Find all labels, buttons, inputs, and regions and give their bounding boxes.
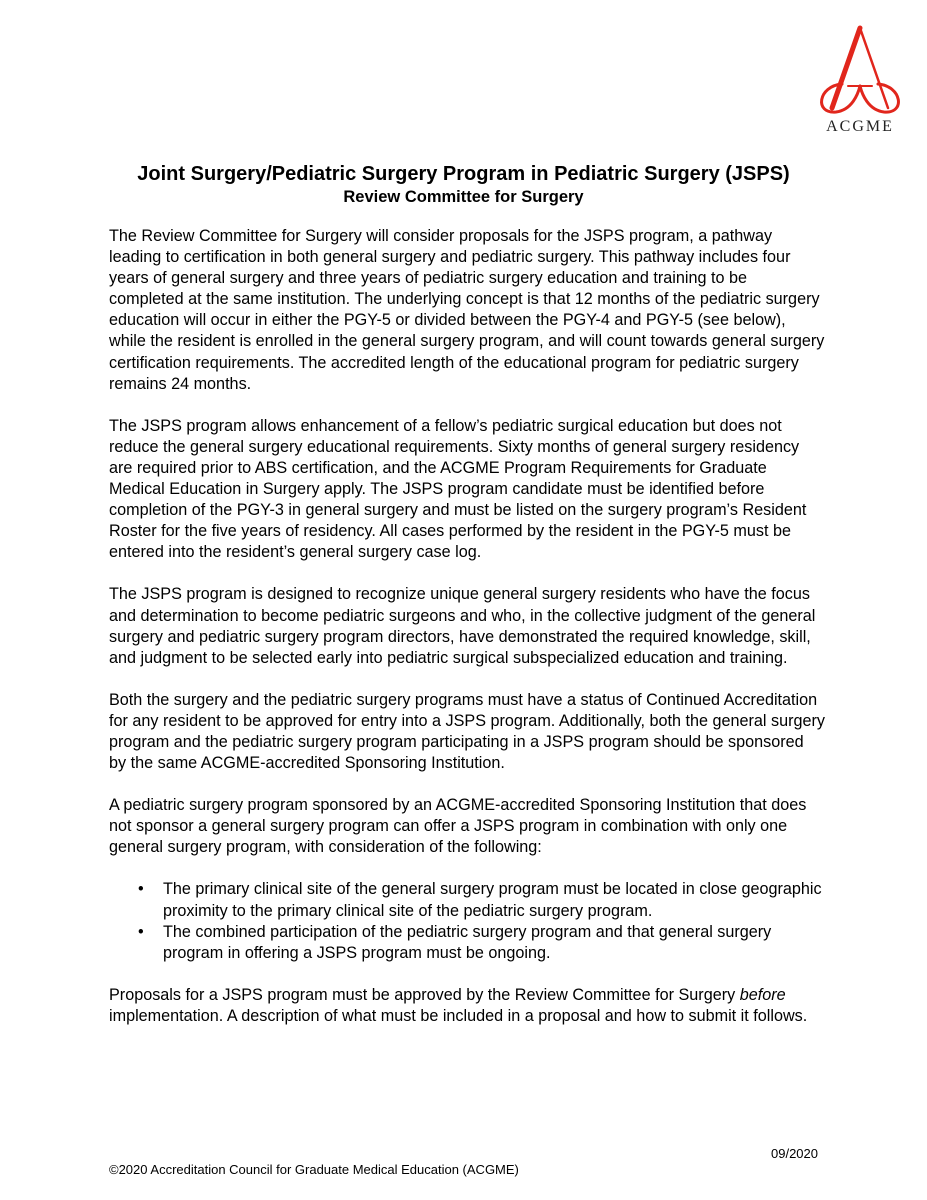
list-item (109, 879, 825, 921)
paragraph-closing (109, 985, 825, 1027)
closing-text-end: implementation. A description of what must be included in a proposal and how to submit it follows. (109, 1006, 808, 1025)
copyright-notice: ©2020 Accreditation Council for Graduate Medical Education (ACGME) (109, 1162, 519, 1177)
bullet-icon: • (138, 922, 144, 941)
bullet-icon: • (138, 880, 144, 899)
logo-text: ACGME (826, 118, 894, 135)
list-item-text: The combined participation of the pediatric surgery program and that general surgery program in offering a JSPS program must be ongoing. (163, 922, 772, 962)
consideration-list (109, 879, 825, 963)
paragraph-intro: The Review Committee for Surgery will consider proposals for the JSPS program, a pathway leading to certification in both general surgery and pediatric surgery. This pathway includes four years of general surgery and three years of pediatric surgery education and training to be completed at the same institution. The underlying concept is that 12 months of the pediatric surgery education will occur in either the PGY-5 or divided between the PGY-4 and PGY-5 (see below), while the resident is enrolled in the general surgery program, and will count towards general surgery certification requirements. The accredited length of the educational program for pediatric surgery remains 24 months. (109, 227, 825, 393)
paragraph-sponsorship: A pediatric surgery program sponsored by an ACGME-accredited Sponsoring Institution that does not sponsor a general surgery program can offer a JSPS program in combination with only one general surgery program, with consideration of the following: (109, 796, 807, 857)
acgme-logo (812, 24, 908, 138)
page-title: Joint Surgery/Pediatric Surgery Program in Pediatric Surgery (JSPS) (137, 163, 790, 185)
page-subtitle: Review Committee for Surgery (343, 188, 584, 206)
paragraph-accreditation: Both the surgery and the pediatric surgery programs must have a status of Continued Accreditation for any resident to be approved for entry into a JSPS program. Additionally, both the general surgery program and the pediatric surgery program participating in a JSPS program should be sponsored by the same ACGME-accredited Sponsoring Institution. (109, 690, 825, 773)
list-item (109, 922, 825, 964)
paragraph-design: The JSPS program is designed to recognize unique general surgery residents who have the focus and determination to become pediatric surgeons and who, in the collective judgment of the general surgery and pediatric surgery program directors, have demonstrated the required knowledge, skill, and judgment to be selected early into pediatric surgical subspecialized education and training. (109, 585, 816, 667)
closing-text-start: Proposals for a JSPS program must be approved by the Review Committee for Surgery (109, 985, 740, 1004)
document-body (109, 226, 825, 1048)
acgme-a-mark-icon (812, 24, 908, 120)
paragraph-requirements: The JSPS program allows enhancement of a fellow’s pediatric surgical education but does not reduce the general surgery educational requirements. Sixty months of general surgery residency are required prior to ABS certification, and the ACGME Program Requirements for Graduate Medical Education in Surgery apply. The JSPS program candidate must be identified before completion of the PGY-3 in general surgery and must be listed on the surgery program’s Resident Roster for the five years of residency. All cases performed by the resident in the PGY-5 must be entered into the resident’s general surgery case log. (109, 416, 807, 562)
revision-date: 09/2020 (771, 1146, 818, 1161)
list-item-text: The primary clinical site of the general surgery program must be located in close geographic proximity to the primary clinical site of the pediatric surgery program. (163, 880, 822, 920)
closing-emphasis: before (739, 985, 786, 1004)
